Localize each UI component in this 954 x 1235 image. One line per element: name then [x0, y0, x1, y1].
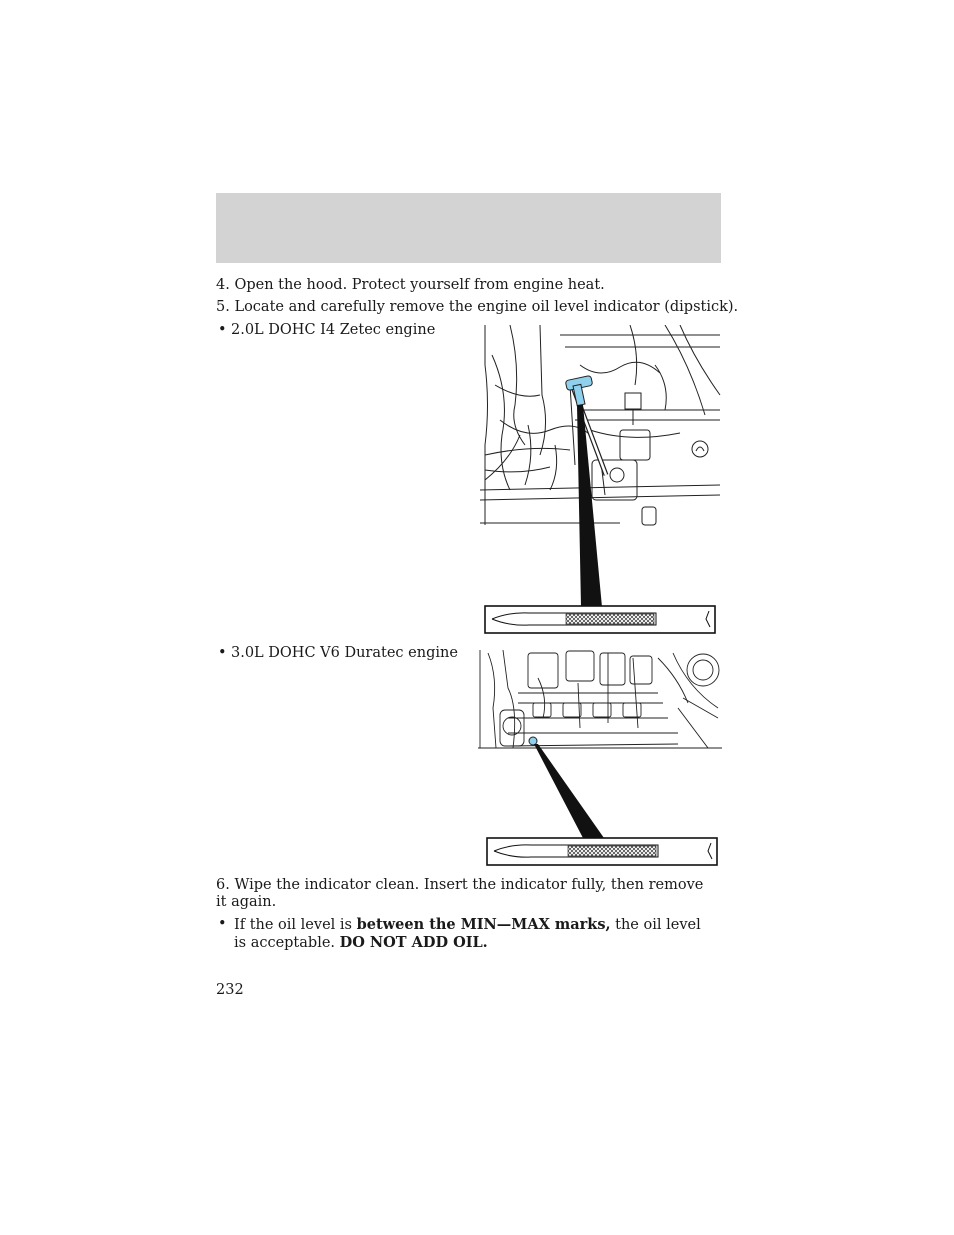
- engine-label-zetec: 2.0L DOHC I4 Zetec engine: [231, 322, 436, 338]
- dipstick-detail-zetec: [484, 605, 716, 635]
- dipstick-handle-highlight: [565, 375, 593, 405]
- oil-note-middle: the oil level is acceptable.: [234, 917, 701, 951]
- step-4-text: 4. Open the hood. Protect yourself from engine heat.: [216, 277, 605, 293]
- oil-note-bold-range: between the MIN—MAX marks,: [356, 916, 611, 933]
- oil-level-note: [234, 916, 714, 952]
- engine-label-duratec: 3.0L DOHC V6 Duratec engine: [231, 645, 458, 661]
- bullet-marker: •: [218, 322, 227, 338]
- step-5-text: 5. Locate and carefully remove the engine oil level indicator (dipstick).: [216, 299, 739, 315]
- section-header-band: [216, 193, 721, 263]
- bullet-marker: •: [218, 645, 227, 661]
- step-6-text: 6. Wipe the indicator clean. Insert the indicator fully, then remove it again.: [216, 877, 704, 910]
- dipstick-detail-duratec: [486, 837, 718, 867]
- oil-note-prefix: If the oil level is: [234, 917, 357, 933]
- page-number: 232: [216, 982, 244, 998]
- zetec-engine-illustration: [480, 325, 722, 637]
- oil-note-bold-warning: DO NOT ADD OIL.: [339, 934, 488, 951]
- bullet-marker: •: [218, 916, 227, 932]
- duratec-engine-illustration: [478, 648, 722, 840]
